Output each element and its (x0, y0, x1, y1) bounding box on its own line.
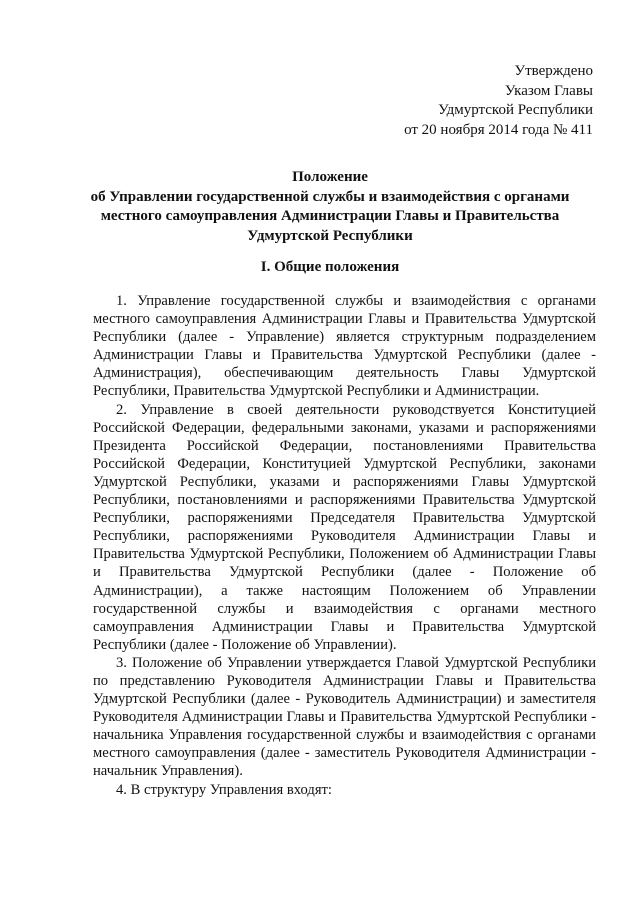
title-line-3: местного самоуправления Администрации Главы и Правительства (100, 208, 560, 224)
paragraph-3: 3. Положение об Управлении утверждается Главой Удмуртской Республики по представлению Руководителя Администрации Главы и Правительства Удмуртской Республики (далее - Руководитель Администрации) и заместителя Руководителя Администрации Главы и Правительства Удмуртской Республики - начальника Управления государственной службы и взаимодействия с органами местного самоуправления (далее - заместитель Руководителя Администрации - начальник Управления). (93, 654, 596, 780)
approval-line-decree: Указом Главы (504, 82, 593, 99)
title-line-1: Положение (292, 169, 368, 185)
approval-line-republic: Удмуртской Республики (438, 102, 593, 118)
approval-stamp (404, 62, 593, 140)
approval-line-date: от 20 ноября 2014 года № 411 (404, 121, 593, 138)
paragraph-4: 4. В структуру Управления входят: (116, 781, 332, 798)
paragraph-2: 2. Управление в своей деятельности руководствуется Конституцией Российской Федерации, федеральными законами, указами и распоряжениями Президента Российской Федерации, постановлениями Правительства Российской Федерации, Конституцией Удмуртской Республики, законами Удмуртской Республики, указами и распоряжениями Главы Удмуртской Республики, постановлениями и распоряжениями Правительства Удмуртской Республики, распоряжениями Председателя Правительства Удмуртской Республики, распоряжениями Руководителя Администрации Главы и Правительства Удмуртской Республики, Положением об Администрации Главы и Правительства Удмуртской Республики (далее - Положение об Администрации), а также настоящим Положением об Управлении государственной службы и взаимодействия с органами местного самоуправления Администрации Главы и Правительства Удмуртской Республики (далее - Положение об Управлении). (93, 401, 596, 653)
document-body (93, 292, 596, 799)
section-heading: I. Общие положения (260, 259, 400, 275)
paragraph-1: 1. Управление государственной службы и взаимодействия с органами местного самоуправления Администрации Главы и Правительства Удмуртской Республики (далее - Управление) является структурным подразделением Администрации Главы и Правительства Удмуртской Республики (далее - Администрация), обеспечивающим деятельность Главы Удмуртской Республики, Правительства Удмуртской Республики и Администрации. (93, 293, 596, 400)
title-line-2: об Управлении государственной службы и взаимодействия с органами (90, 188, 570, 205)
title-line-4: Удмуртской Республики (247, 227, 413, 244)
document-title (60, 168, 600, 246)
approval-line-approved: Утверждено (514, 63, 593, 79)
